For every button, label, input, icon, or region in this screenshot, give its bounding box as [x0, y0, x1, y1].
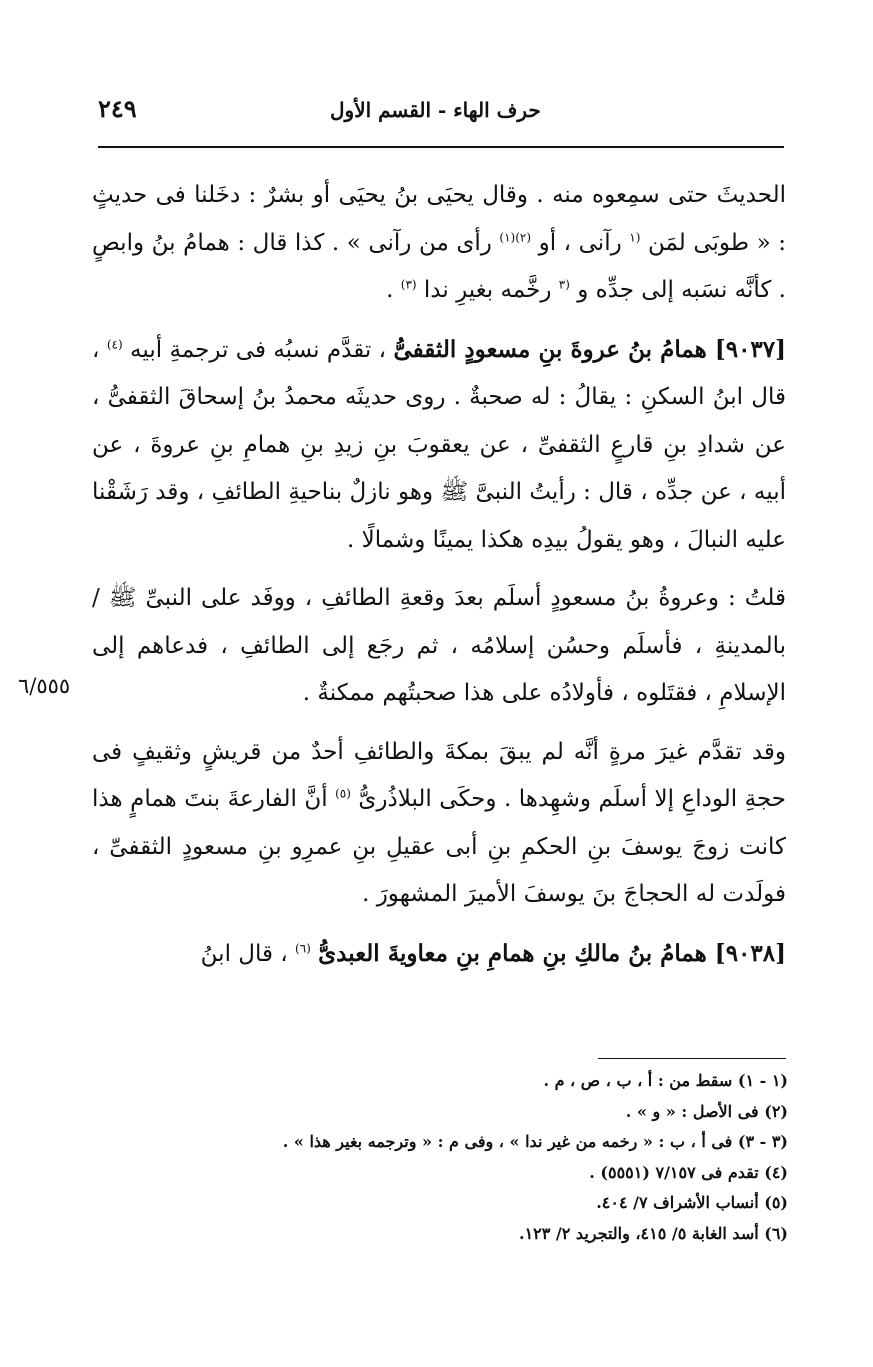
paragraph [92, 575, 786, 718]
paragraph-text: أنَّ الفارعةَ بنتَ همامٍ هذا كانت زوجَ يوسفَ بنِ الحكمِ بنِ أبى عقيلِ بنِ عمرِو بنِ مسعودٍ الثقفىِّ ، فولَدت له الحجاجَ بنَ يوسفَ الأميرَ المشهورَ . [92, 786, 786, 907]
paragraph-text: رخَّمه بغيرِ ندا [423, 277, 552, 303]
footnote-marker: (٣) [400, 277, 417, 292]
footnote: (٥) أنساب الأشراف ٧/ ٤٠٤. [596, 1193, 788, 1212]
margin-page-reference: ٦/٥٥٥ [18, 674, 71, 698]
paragraph-text: وقد تقدَّم غيرَ مرةٍ أنَّه لم يبقَ بمكةَ والطائفِ أحدٌ من قريشٍ وثقيفٍ فى حجةِ الوداعِ إلا أسلَم وشهِدها . وحكَى البلاذُرىُّ [92, 738, 787, 812]
footnote-rule [598, 1058, 786, 1059]
footnote: (٣ - ٣) فى أ ، ب : « رخمه من غير ندا » ، وفى م : « وترجمه بغير هذا » . [282, 1132, 788, 1151]
main-text [92, 172, 786, 989]
footnote-marker: (٢)(١) [499, 229, 532, 244]
paragraph-text: ، تقدَّم نسبُه فى ترجمةِ أبيه [130, 336, 387, 363]
footnote: (٦) أسد الغابة ٥/ ٤١٥، والتجريد ٢/ ١٢٣. [518, 1223, 788, 1243]
paragraph-text: . [386, 277, 394, 303]
paragraph-text: رآنى ، أو [538, 229, 622, 256]
paragraph-text: ، قال ابنُ السكنِ : يقالُ : له صحبةٌ . روى حديثَه محمدُ بنُ إسحاقَ الثقفىُّ ، عن شدادِ بنِ قارعٍ الثقفىِّ ، عن يعقوبَ بنِ زيدِ بنِ همامِ بنِ عروةَ ، عن أبيه ، عن جدِّه ، قال : رأيتُ النبىَّ ﷺ وهو نازلٌ بناحيةِ الطائفِ ، وقد رَشَقْنا عليه النبالَ ، وهو يقولُ بيدِه هكذا يمينًا وشمالًا . [92, 336, 786, 553]
page-number: ٢٤٩ [98, 94, 137, 123]
running-title: حرف الهاء - القسم الأول [330, 98, 541, 122]
entry-9038 [92, 930, 786, 979]
footnote-marker: (٤) [106, 336, 123, 351]
entry-heading: [٩٠٣٨] همامُ بنُ مالكِ بنِ همامِ بنِ معاويةَ العبدىُّ [318, 939, 786, 967]
footnote-marker: (١ [629, 229, 641, 244]
footnote-marker: (٥) [335, 786, 351, 801]
footnote: (١ - ١) سقط من : أ ، ب ، ص ، م . [543, 1071, 788, 1090]
entry-heading: [٩٠٣٧] همامُ بنُ عروةَ بنِ مسعودٍ الثقفىُّ [393, 335, 787, 363]
paragraph-text: الحديثَ حتى سمِعوه منه . وقال يحيَى بنُ يحيَى أو بشرٌ : دخَلنا فى حديثٍ : « طوبَى لمَن [92, 182, 787, 256]
entry-9037 [92, 326, 786, 565]
footnote: (٤) تقدم فى ٧/١٥٧ (٥٥٥١) . [589, 1162, 788, 1182]
footnote-marker: (٣ [558, 277, 570, 292]
footnotes [200, 1066, 788, 1249]
footnote: (٢) فى الأصل : « و » . [625, 1101, 788, 1121]
paragraph-continuation [92, 172, 786, 315]
paragraph-text: رأى من رآنى » . كذا قال : همامُ بنُ وابصٍ . كأنَّه نسَبه إلى جدِّه و [92, 229, 786, 303]
paragraph-text: قلتُ : وعروةُ بنُ مسعودٍ أسلَم بعدَ وقعةِ الطائفِ ، ووفَد على النبىِّ ﷺ /بالمدينةِ ، فأسلَم وحسُن إسلامُه ، ثم رجَع إلى الطائفِ ، فدعاهم إلى الإسلامِ ، فقتَلوه ، فأولادُه على هذا صحبتُهم ممكنةٌ . [92, 585, 786, 706]
paragraph [92, 729, 786, 919]
header-rule [98, 146, 784, 148]
footnote-marker: (٦) [295, 940, 311, 955]
paragraph-text: ، قال ابنُ [200, 940, 288, 967]
